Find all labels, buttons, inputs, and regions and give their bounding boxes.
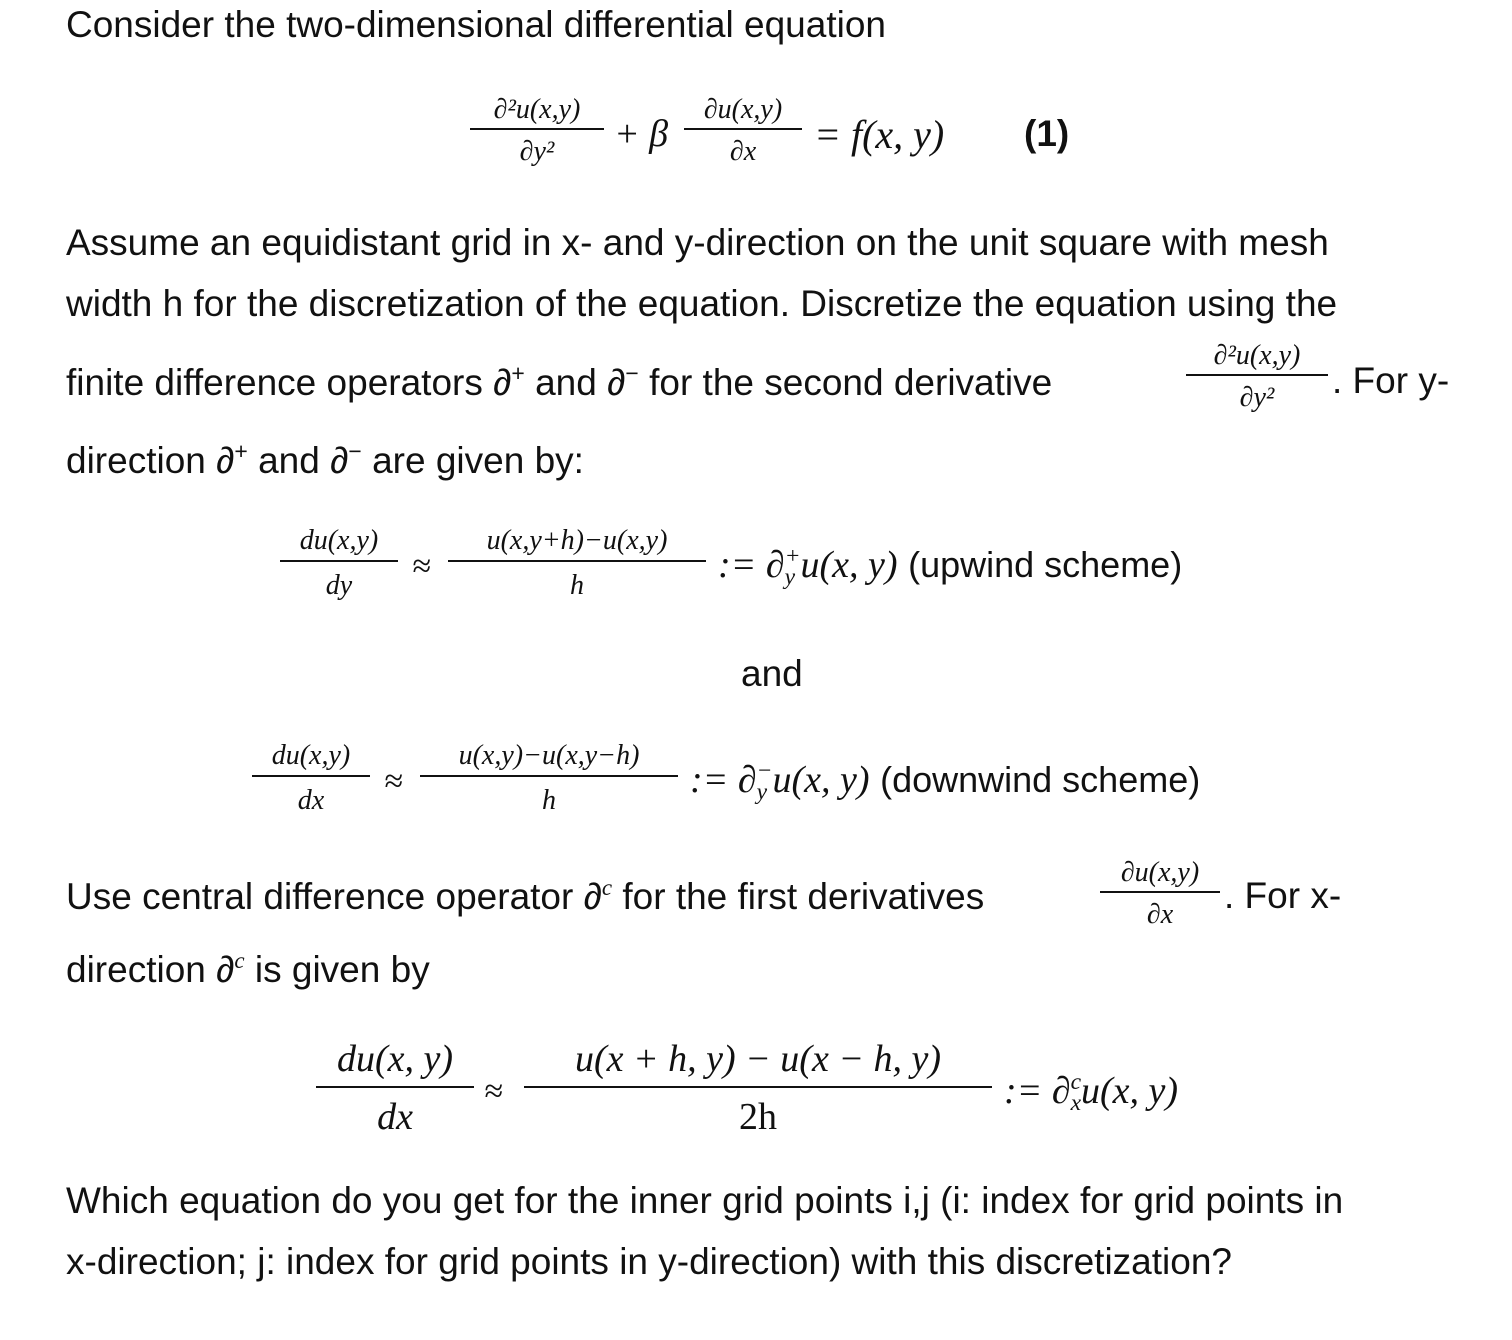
upwind-approx: ≈ [412,548,431,585]
downwind-scheme-label: (downwind scheme) [880,759,1201,801]
upwind-sub: y [784,564,796,591]
downwind-sub: y [756,779,768,806]
and-word: and [741,653,803,694]
eq1-label: (1) [1024,113,1070,154]
question-line2: x-direction; j: index for grid points in y-direction) with this discretization? [66,1241,1232,1282]
central-tail: u(x, y) [1081,1070,1179,1113]
upwind-tail: u(x, y) [800,544,898,587]
central-sub: x [1070,1090,1082,1117]
para3-line2-sup: c [234,948,245,973]
upwind-lhs-denominator: dy [325,570,353,601]
central-lhs-numerator: du(x, y) [336,1038,454,1080]
downwind-rhs-denominator: h [542,785,556,816]
para2-line3-sup1: + [511,360,525,386]
para3-line1-c: . For x- [1224,875,1342,916]
eq1-plus-beta: + β [614,113,669,155]
downwind-lhs-denominator: dx [297,785,325,816]
central-rhs-denominator: 2h [739,1096,777,1138]
eq1-frac2-numerator: ∂u(x,y) [703,94,783,125]
para3-line1-a: Use central difference operator ∂ [66,875,602,917]
para2-line4-sup2: − [348,438,362,464]
downwind-sup: − [756,758,773,784]
upwind-lhs-numerator: du(x,y) [299,525,379,556]
downwind-lhs-fraction [252,742,370,815]
eq1-frac1-numerator: ∂²u(x,y) [493,94,581,125]
central-definition [1004,1069,1179,1117]
downwind-definition [690,758,1201,806]
central-rhs-numerator: u(x + h, y) − u(x − h, y) [574,1038,941,1080]
eq1-frac1-denominator: ∂y² [519,136,555,167]
para2-line4-a: direction ∂ [66,439,235,481]
central-def: := ∂ [1004,1070,1071,1113]
downwind-rhs-numerator: u(x,y)−u(x,y−h) [458,740,640,771]
downwind-tail: u(x, y) [772,759,870,802]
downwind-approx: ≈ [384,763,403,800]
central-supsub [1070,1069,1082,1117]
eq1-rhs: = f(x, y) [814,112,945,157]
central-approx: ≈ [484,1073,503,1110]
upwind-definition [718,543,1183,591]
para2-line4-c: are given by: [361,439,584,481]
para3-line2 [66,950,430,988]
para2-line4-sup1: + [234,438,248,464]
para3-line2-a: direction ∂ [66,948,235,990]
upwind-supsub [784,543,801,591]
downwind-lhs-numerator: du(x,y) [271,740,351,771]
para2-line4 [66,440,584,479]
central-rhs-fraction [524,1040,992,1136]
eq1-frac2-denominator: ∂x [729,136,757,167]
upwind-scheme-label: (upwind scheme) [908,544,1183,586]
eq1-fraction-2 [684,96,802,166]
para2-line3-sup2: − [625,360,639,386]
downwind-def: := ∂ [690,759,757,802]
para3-frac-numerator: ∂u(x,y) [1120,857,1200,888]
para3-inline-fraction [1100,859,1220,929]
question-line1: Which equation do you get for the inner grid points i,j (i: index for grid points in [66,1180,1344,1221]
upwind-rhs-denominator: h [570,570,584,601]
central-lhs-denominator: dx [377,1096,413,1138]
upwind-def: := ∂ [718,544,785,587]
upwind-sup: + [784,543,801,569]
para2-line3-d: . For y- [1332,360,1450,401]
para2-line4-b: and ∂ [247,439,349,481]
para2-frac-denominator: ∂y² [1239,382,1275,413]
para3-line1 [66,877,984,915]
para3-frac-denominator: ∂x [1146,899,1174,930]
para2-frac-numerator: ∂²u(x,y) [1213,340,1301,371]
para2-line3-a: finite difference operators ∂ [66,361,512,403]
para3-line2-b: is given by [244,948,430,990]
para3-line1-b: for the first derivatives [612,875,985,917]
para2-line3 [66,362,1052,401]
intro-text: Consider the two-dimensional differential equation [66,4,886,45]
downwind-rhs-fraction [420,742,678,815]
para2-line2: width h for the discretization of the equation. Discretize the equation using the [66,283,1338,324]
para2-inline-fraction [1186,342,1328,412]
downwind-supsub [756,758,773,806]
para2-line1: Assume an equidistant grid in x- and y-direction on the unit square with mesh [66,222,1329,263]
central-lhs-fraction [316,1040,474,1136]
para2-line3-c: for the second derivative [638,361,1053,403]
upwind-lhs-fraction [280,527,398,600]
para2-line3-b: and ∂ [524,361,626,403]
para3-line1-sup: c [601,875,613,900]
central-sup: c [1070,1069,1082,1095]
upwind-rhs-fraction [448,527,706,600]
upwind-rhs-numerator: u(x,y+h)−u(x,y) [486,525,668,556]
eq1-fraction-1 [470,96,604,166]
